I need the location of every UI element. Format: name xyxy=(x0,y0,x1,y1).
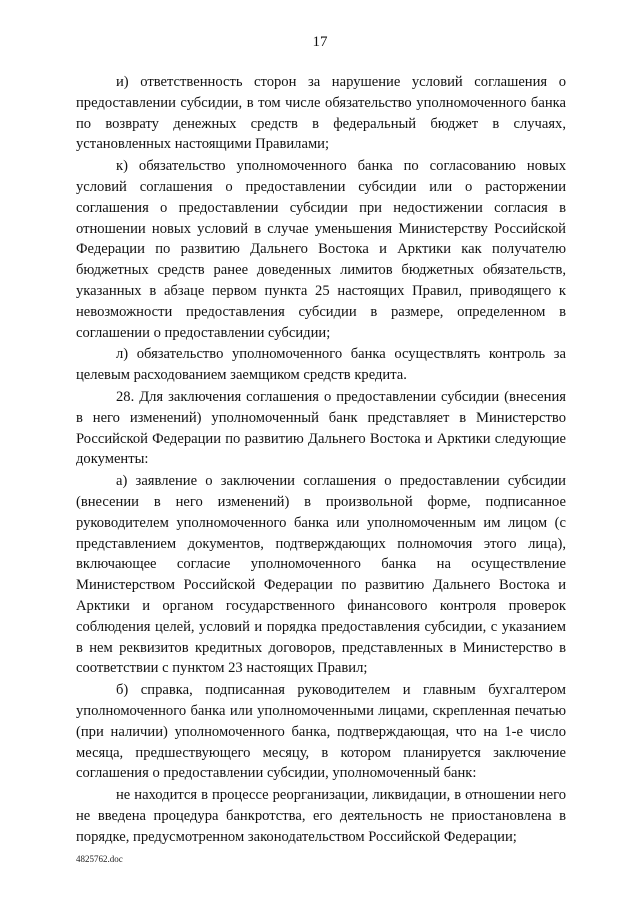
footer-filename: 4825762.doc xyxy=(76,854,123,864)
paragraph-28: 28. Для заключения соглашения о предоставлении субсидии (внесения в него изменений) уполномоченный банк представляет в Министерство Российской Федерации по развитию Дальнего Востока и Арктики следующие документы: xyxy=(76,388,566,468)
page-number: 17 xyxy=(312,34,328,50)
paragraph-b-condition: не находится в процессе реорганизации, ликвидации, в отношении него не введена процедура банкротства, его деятельность не приостановлена в порядке, предусмотренном законодательством Российской Федерации; xyxy=(76,787,566,845)
paragraph-k: к) обязательство уполномоченного банка по согласованию новых условий соглашения о предоставлении субсидии или о расторжении соглашения о предоставлении субсидии при недостижении согласия в отношении новых условий в случае уменьшения Министерству Российской Федерации по развитию Дальнего Востока и Арктики как получателю бюджетных средств ранее доведенных лимитов бюджетных обязательств, указанных в абзаце первом пункта 25 настоящих Правил, приводящего к невозможности предоставления субсидии в размере, определенном в соглашении о предоставлении субсидии; xyxy=(76,158,566,341)
document-body xyxy=(76,72,566,847)
paragraph-i: и) ответственность сторон за нарушение условий соглашения о предоставлении субсидии, в том числе обязательство уполномоченного банка по возврату денежных средств в федеральный бюджет в случаях, установленных настоящими Правилами; xyxy=(76,74,566,153)
paragraph-b: б) справка, подписанная руководителем и главным бухгалтером уполномоченного банка или уполномоченными лицами, скрепленная печатью (при наличии) уполномоченного банка, подтверждающая, что на 1-е число месяца, предшествующего месяцу, в котором планируется заключение соглашения о предоставлении субсидии, уполномоченный банк: xyxy=(76,682,566,782)
paragraph-l: л) обязательство уполномоченного банка осуществлять контроль за целевым расходованием заемщиком средств кредита. xyxy=(76,346,566,384)
paragraph-a: а) заявление о заключении соглашения о предоставлении субсидии (внесении в него изменений) в произвольной форме, подписанное руководителем уполномоченного банка или уполномоченным им лицом (с представлением документов, подтверждающих полномочия этого лица), включающее согласие уполномоченного банка на осуществление Министерством Российской Федерации по развитию Дальнего Востока и Арктики и органом государственного финансового контроля проверок соблюдения целей, условий и порядка предоставления субсидии, с указанием в нем реквизитов кредитных договоров, представленных в Министерство в соответствии с пунктом 23 настоящих Правил; xyxy=(76,473,566,677)
